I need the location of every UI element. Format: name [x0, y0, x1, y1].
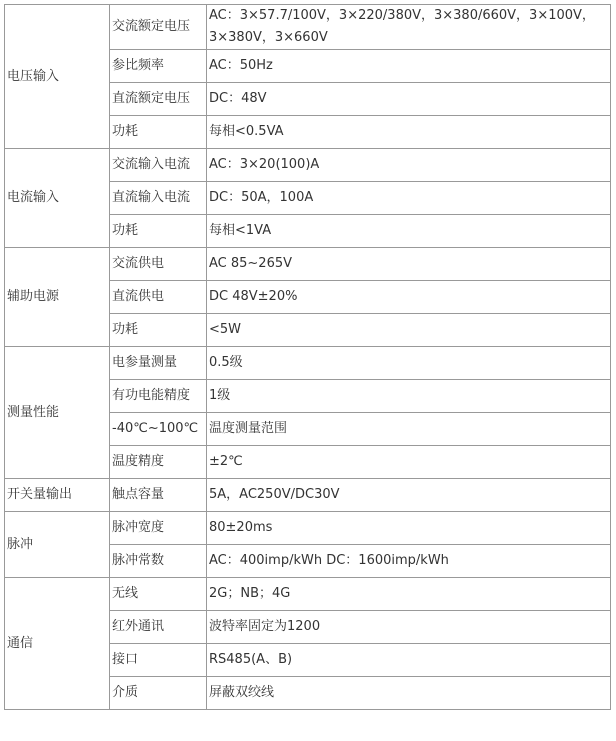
table-row — [5, 512, 611, 545]
group-measurement: 测量性能 — [5, 347, 110, 479]
param-value: AC：50Hz — [207, 50, 611, 83]
param-name: 交流输入电流 — [110, 149, 207, 182]
param-name: 电参量测量 — [110, 347, 207, 380]
param-value: 温度测量范围 — [207, 413, 611, 446]
param-name: 参比频率 — [110, 50, 207, 83]
spec-table — [4, 4, 611, 710]
table-row — [5, 347, 611, 380]
group-communication: 通信 — [5, 578, 110, 710]
param-name: 交流供电 — [110, 248, 207, 281]
group-current-input: 电流输入 — [5, 149, 110, 248]
table-row — [5, 248, 611, 281]
param-value: 80±20ms — [207, 512, 611, 545]
table-row — [5, 479, 611, 512]
param-name: 红外通讯 — [110, 611, 207, 644]
param-value: ±2℃ — [207, 446, 611, 479]
param-value: AC：3×57.7/100V，3×220/380V，3×380/660V，3×100V，3×380V，3×660V — [207, 5, 611, 50]
param-value: 屏蔽双绞线 — [207, 677, 611, 710]
table-row — [5, 5, 611, 50]
param-value: AC：3×20(100)A — [207, 149, 611, 182]
param-name: 直流额定电压 — [110, 83, 207, 116]
param-name: 介质 — [110, 677, 207, 710]
spec-table-body — [5, 5, 611, 710]
param-value: <5W — [207, 314, 611, 347]
param-name: 无线 — [110, 578, 207, 611]
group-aux-power: 辅助电源 — [5, 248, 110, 347]
param-value: 每相<0.5VA — [207, 116, 611, 149]
param-name: 有功电能精度 — [110, 380, 207, 413]
param-value: 波特率固定为1200 — [207, 611, 611, 644]
table-row — [5, 578, 611, 611]
param-name: 直流供电 — [110, 281, 207, 314]
param-name: 功耗 — [110, 215, 207, 248]
param-value: DC：50A，100A — [207, 182, 611, 215]
param-value: 5A，AC250V/DC30V — [207, 479, 611, 512]
param-name: 功耗 — [110, 116, 207, 149]
param-value: RS485(A、B) — [207, 644, 611, 677]
param-name: 脉冲宽度 — [110, 512, 207, 545]
param-name: 接口 — [110, 644, 207, 677]
param-value: AC 85~265V — [207, 248, 611, 281]
param-name: -40℃~100℃ — [110, 413, 207, 446]
param-name: 脉冲常数 — [110, 545, 207, 578]
group-pulse: 脉冲 — [5, 512, 110, 578]
param-name: 温度精度 — [110, 446, 207, 479]
param-value: 2G；NB；4G — [207, 578, 611, 611]
param-value: 每相<1VA — [207, 215, 611, 248]
param-value: 0.5级 — [207, 347, 611, 380]
table-row — [5, 149, 611, 182]
param-name: 触点容量 — [110, 479, 207, 512]
group-switch-output: 开关量输出 — [5, 479, 110, 512]
param-name: 直流输入电流 — [110, 182, 207, 215]
param-value: DC：48V — [207, 83, 611, 116]
param-value: 1级 — [207, 380, 611, 413]
param-name: 功耗 — [110, 314, 207, 347]
param-value: AC：400imp/kWh DC：1600imp/kWh — [207, 545, 611, 578]
group-voltage-input: 电压输入 — [5, 5, 110, 149]
param-value: DC 48V±20% — [207, 281, 611, 314]
param-name: 交流额定电压 — [110, 5, 207, 50]
